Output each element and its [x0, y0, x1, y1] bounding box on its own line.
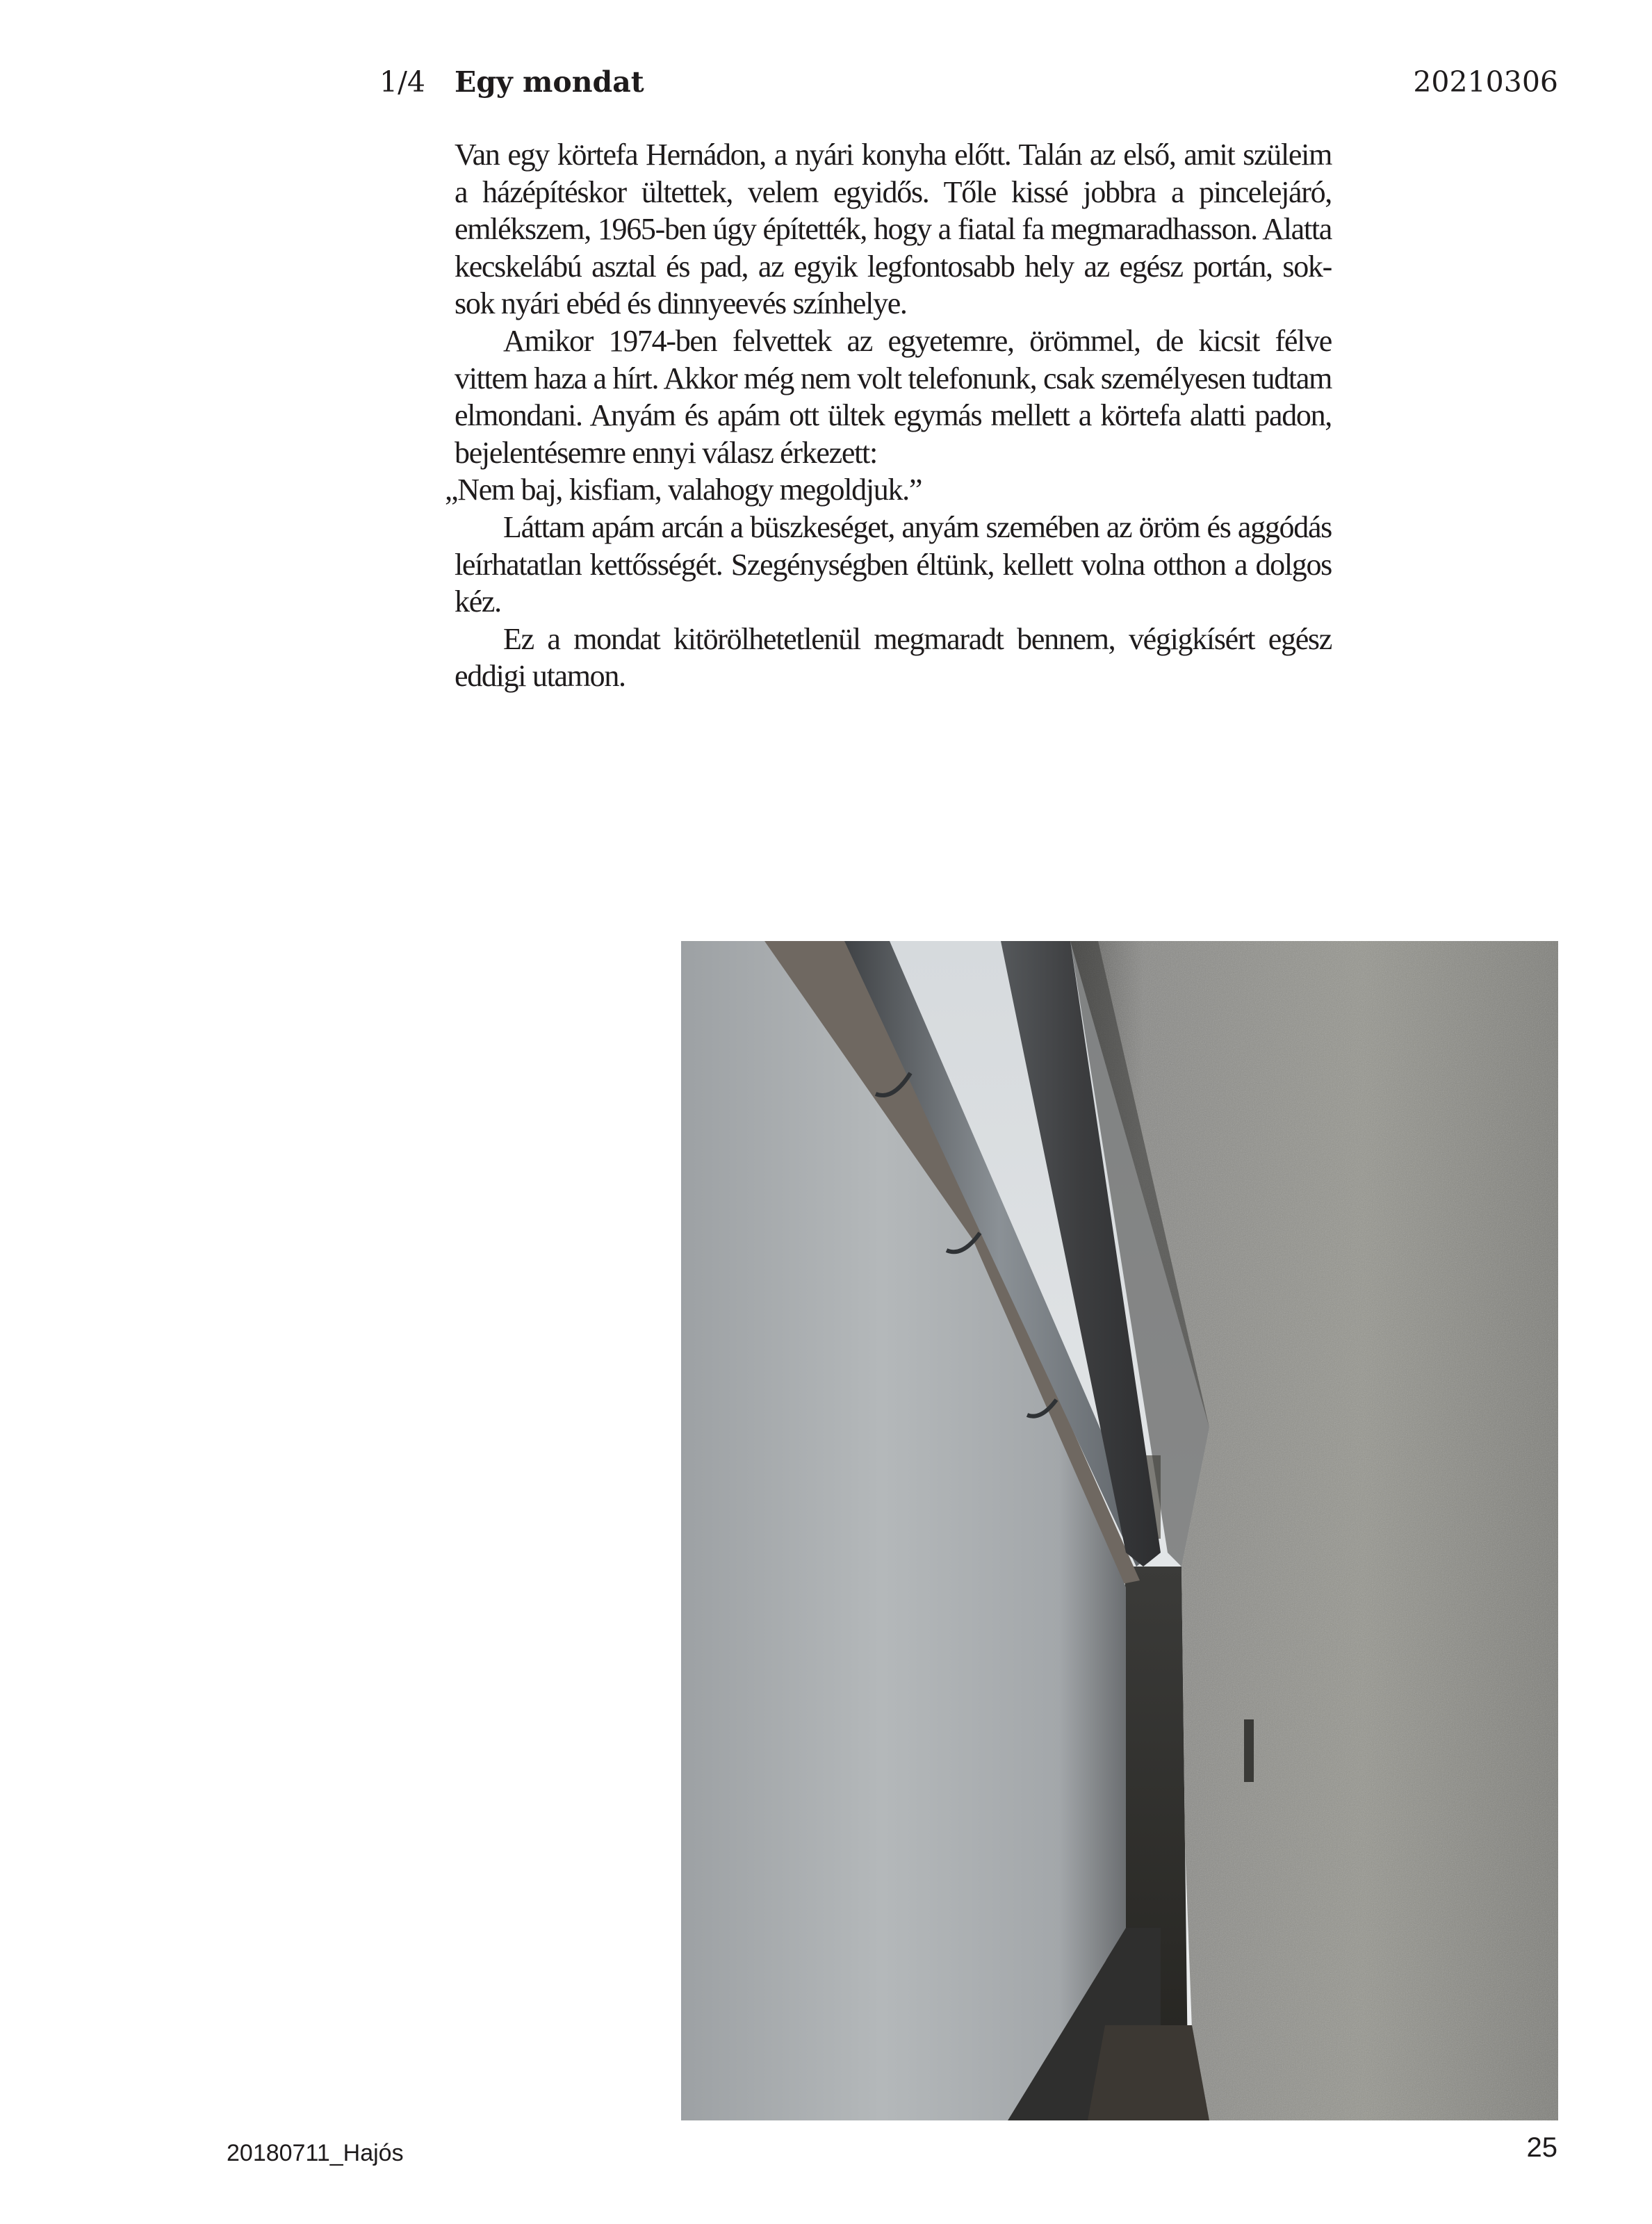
paragraph: Ez a mondat kitörölhetetlenül megmaradt bennem, végigkísért egész eddigi utamon.: [455, 621, 1332, 694]
alley-photo-illustration: [681, 941, 1558, 2120]
page-number: 25: [1526, 2132, 1557, 2163]
paragraph: Láttam apám arcán a büszkeséget, anyám szemében az öröm és aggódás leírhatatlan kettősségét. Szegénységben éltünk, kellett volna otthon a dolgos kéz.: [455, 509, 1332, 619]
quote-paragraph: „Nem baj, kisfiam, valahogy megoldjuk.”: [445, 473, 922, 507]
vent-window: [1244, 1719, 1254, 1782]
paragraph: Van egy körtefa Hernádon, a nyári konyha előtt. Talán az első, amit szüleim a házépítéskor ültettek, velem egyidős. Tőle kissé jobbra a pincelejáró, emlékszem, 1965-ben úgy építették, hogy a fiatal fa megmaradhasson. Alatta kecskelábú asztal és pad, az egyik legfontosabb hely az egész portán, sok-sok nyári ebéd és dinnyeevés színhelye.: [455, 138, 1332, 321]
section-number: 1/4: [379, 65, 425, 99]
date-stamp: 20210306: [1413, 65, 1558, 99]
ground-debris: [1088, 2025, 1209, 2120]
photo-caption: 20180711_Hajós: [227, 2140, 404, 2166]
paragraph: Amikor 1974-ben felvettek az egyetemre, örömmel, de kicsit félve vittem haza a hírt. Akkor még nem volt telefonunk, csak személyesen tudtam elmondani. Anyám és apám ott ültek egymás mellett a körtefa alatti padon, bejelentésemre ennyi válasz érkezett:: [455, 323, 1332, 470]
section-title: Egy mondat: [455, 65, 644, 99]
alley-photo: [681, 941, 1558, 2120]
body-text: [445, 136, 1332, 695]
